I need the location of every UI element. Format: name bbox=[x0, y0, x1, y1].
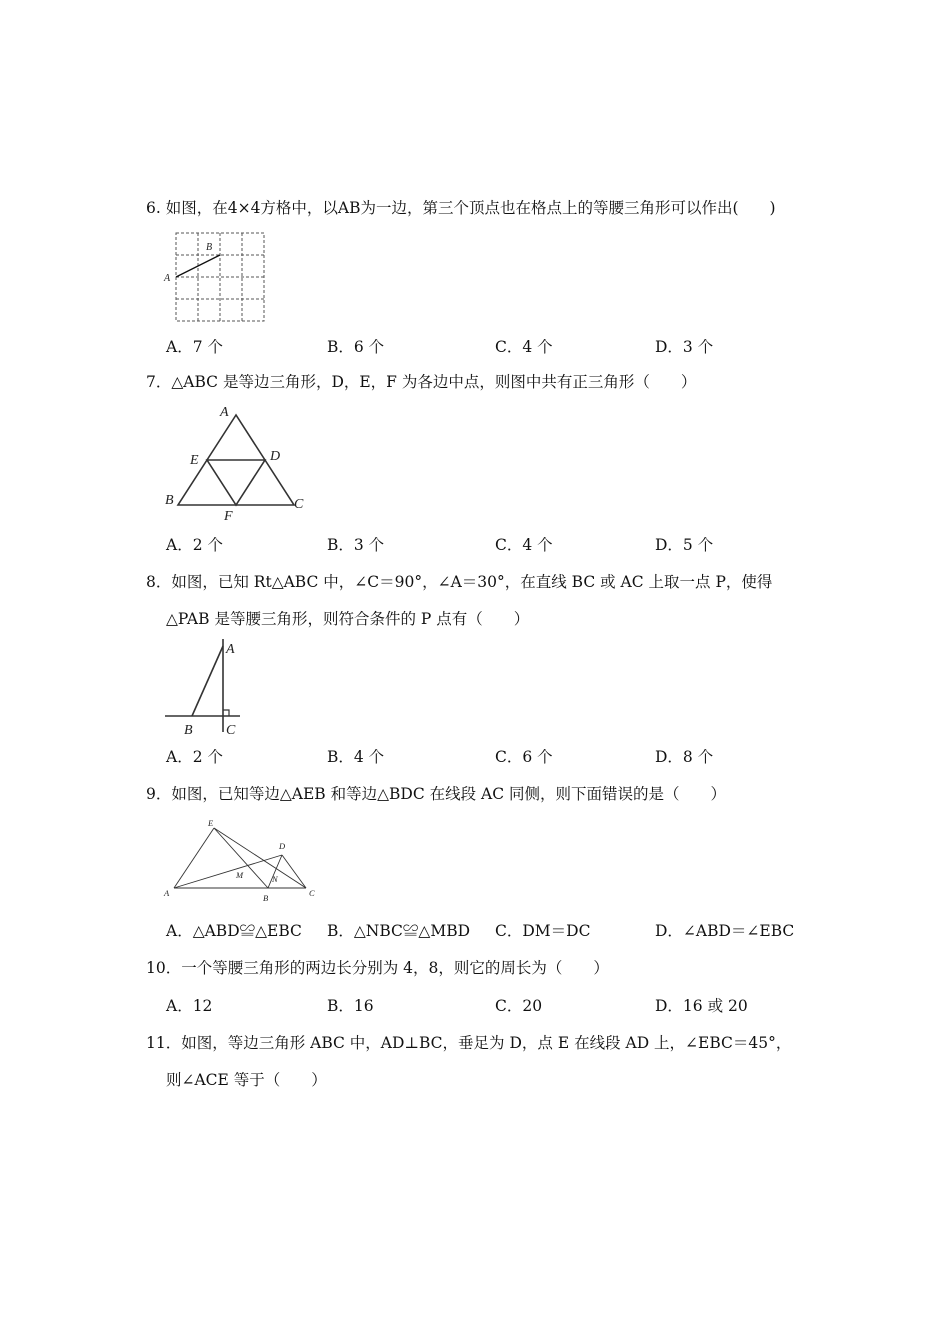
q7-label-e: E bbox=[190, 453, 199, 468]
q7-option-d[interactable]: D．5 个 bbox=[655, 536, 714, 554]
q7-label-b: B bbox=[165, 493, 174, 508]
q8-stem-line1: 8．如图，已知 Rt△ABC 中，∠C＝90°，∠A＝30°，在直线 BC 或 AC 上取一点 P，使得 bbox=[146, 573, 773, 591]
q7-label-d: D bbox=[270, 449, 281, 464]
q9-label-d: D bbox=[279, 841, 286, 851]
q8-right-triangle-figure bbox=[162, 636, 257, 741]
q9-label-m: M bbox=[236, 870, 244, 880]
q9-label-e: E bbox=[208, 818, 214, 828]
q7-option-a[interactable]: A．2 个 bbox=[166, 536, 223, 554]
q10-option-a[interactable]: A．12 bbox=[166, 997, 213, 1015]
q9-label-c: C bbox=[309, 888, 315, 898]
q10-stem: 10．一个等腰三角形的两边长分别为 4，8，则它的周长为（ ） bbox=[146, 959, 609, 977]
q11-stem-line2: 则∠ACE 等于（ ） bbox=[166, 1071, 327, 1089]
q7-option-b[interactable]: B．3 个 bbox=[327, 536, 385, 554]
q7-label-a: A bbox=[220, 405, 229, 420]
q9-option-a[interactable]: A．△ABD≌△EBC bbox=[166, 922, 302, 940]
q8-option-a[interactable]: A．2 个 bbox=[166, 748, 223, 766]
q9-two-triangles-figure bbox=[158, 815, 323, 910]
q8-option-c[interactable]: C．6 个 bbox=[495, 748, 553, 766]
q9-option-d[interactable]: D．∠ABD＝∠EBC bbox=[655, 922, 795, 940]
q8-label-b: B bbox=[184, 723, 193, 738]
q10-option-d[interactable]: D．16 或 20 bbox=[655, 997, 748, 1015]
q6-stem: 6. 如图，在4×4方格中，以AB为一边，第三个顶点也在格点上的等腰三角形可以作出( ) bbox=[146, 199, 776, 217]
q6-label-b: B bbox=[206, 242, 213, 253]
q10-option-b[interactable]: B．16 bbox=[327, 997, 374, 1015]
q7-label-c: C bbox=[294, 497, 304, 512]
q7-label-f: F bbox=[224, 509, 233, 524]
q6-option-d[interactable]: D．3 个 bbox=[655, 338, 714, 356]
q9-label-b: B bbox=[263, 893, 269, 903]
q6-option-b[interactable]: B．6 个 bbox=[327, 338, 385, 356]
q7-triangle-figure bbox=[158, 400, 318, 525]
q7-stem: 7．△ABC 是等边三角形，D，E，F 为各边中点，则图中共有正三角形（ ） bbox=[146, 373, 697, 391]
q8-stem-line2: △PAB 是等腰三角形，则符合条件的 P 点有（ ） bbox=[166, 610, 530, 628]
q11-stem-line1: 11．如图，等边三角形 ABC 中，AD⊥BC，垂足为 D，点 E 在线段 AD 上，∠EBC＝45°， bbox=[146, 1034, 792, 1052]
q9-label-a: A bbox=[164, 888, 170, 898]
q9-stem: 9．如图，已知等边△AEB 和等边△BDC 在线段 AC 同侧，则下面错误的是（ ） bbox=[146, 785, 727, 803]
q8-label-a: A bbox=[226, 642, 235, 657]
q8-option-b[interactable]: B．4 个 bbox=[327, 748, 385, 766]
q9-label-n: N bbox=[272, 874, 278, 884]
q6-option-a[interactable]: A．7 个 bbox=[166, 338, 223, 356]
q8-label-c: C bbox=[226, 723, 236, 738]
q10-option-c[interactable]: C．20 bbox=[495, 997, 543, 1015]
q7-option-c[interactable]: C．4 个 bbox=[495, 536, 553, 554]
q9-option-c[interactable]: C．DM＝DC bbox=[495, 922, 591, 940]
q9-option-b[interactable]: B．△NBC≌△MBD bbox=[327, 922, 471, 940]
q6-grid-figure bbox=[160, 228, 270, 324]
q6-option-c[interactable]: C．4 个 bbox=[495, 338, 553, 356]
q8-option-d[interactable]: D．8 个 bbox=[655, 748, 714, 766]
q6-label-a: A bbox=[164, 273, 171, 284]
